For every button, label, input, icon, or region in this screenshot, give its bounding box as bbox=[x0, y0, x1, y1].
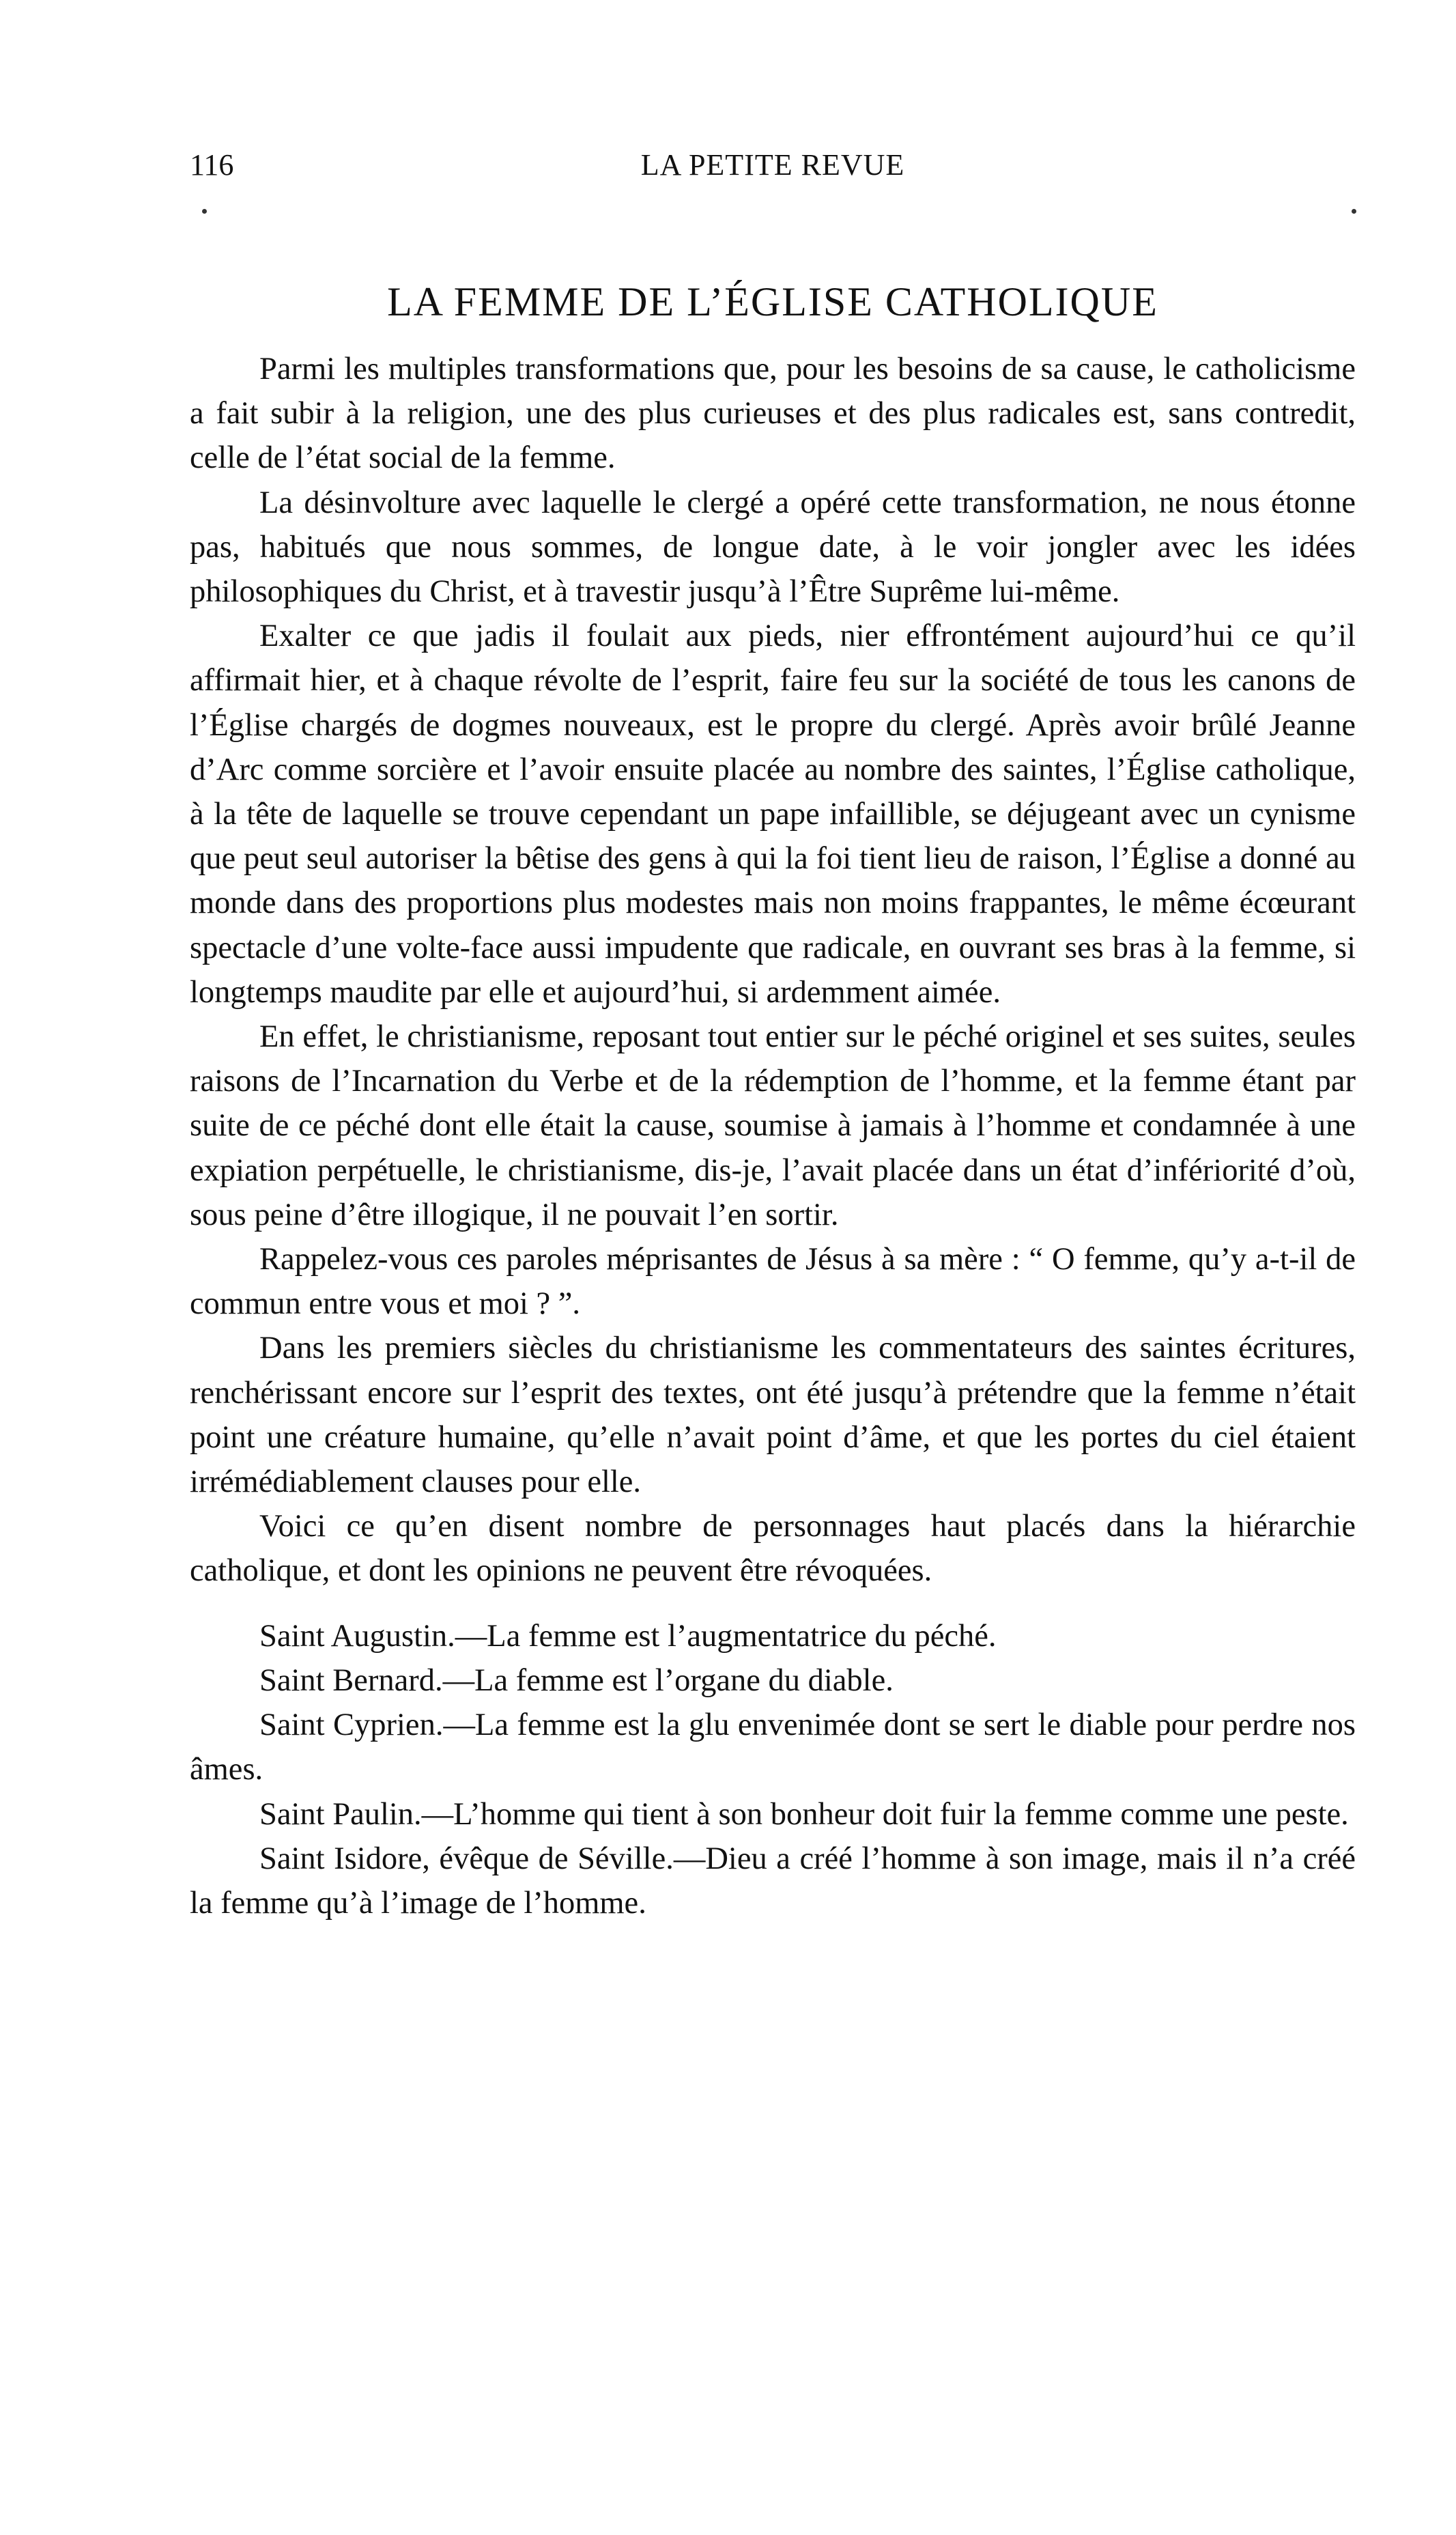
quotation: Saint Isidore, évêque de Séville.—Dieu a créé l’homme à son image, mais il n’a créé la femme qu’à l’image de l’homme. bbox=[190, 1841, 1356, 1921]
paragraph: Voici ce qu’en disent nombre de personnages haut placés dans la hiérarchie catholique, et dont les opinions ne peuvent être révoquées. bbox=[190, 1509, 1356, 1589]
scan-speck bbox=[202, 209, 207, 214]
scan-speck bbox=[1352, 209, 1356, 214]
quotation: Saint Bernard.—La femme est l’organe du diable. bbox=[259, 1662, 894, 1698]
running-title: LA PETITE REVUE bbox=[640, 148, 905, 182]
quotation: Saint Paulin.—L’homme qui tient à son bonheur doit fuir la femme comme une peste. bbox=[259, 1796, 1349, 1832]
quotation: Saint Augustin.—La femme est l’augmentatrice du péché. bbox=[259, 1618, 997, 1654]
quotations-list bbox=[190, 1614, 1356, 1925]
quotation: Saint Cyprien.—La femme est la glu envenimée dont se sert le diable pour perdre nos âmes. bbox=[190, 1708, 1356, 1787]
paragraph: Dans les premiers siècles du christianisme les commentateurs des saintes écritures, renchérissant encore sur l’esprit des textes, ont été jusqu’à prétendre que la femme n’était point une créature humaine, qu’elle n’avait point d’âme, et que les portes du ciel étaient irrémédiablement clauses pour elle. bbox=[190, 1331, 1356, 1500]
page-header bbox=[190, 145, 1356, 186]
paragraph: En effet, le christianisme, reposant tout entier sur le péché originel et ses suites, seules raisons de l’Incarnation du Verbe et de la rédemption de l’homme, et la femme étant par suite de ce péché dont elle était la cause, soumise à jamais à l’homme et condamnée à une expiation perpétuelle, le christianisme, dis-je, l’avait placée dans un état d’infériorité d’où, sous peine d’être illogique, il ne pouvait l’en sortir. bbox=[190, 1019, 1356, 1232]
paragraph: Parmi les multiples transformations que, pour les besoins de sa cause, le catholicisme a fait subir à la religion, une des plus curieuses et des plus radicales est, sans contredit, celle de l’état social de la femme. bbox=[190, 352, 1356, 476]
page-number: 116 bbox=[190, 148, 234, 182]
paragraph: La désinvolture avec laquelle le clergé a opéré cette transformation, ne nous étonne pas, habitués que nous sommes, de longue date, à le voir jongler avec les idées philosophiques du Christ, et à travestir jusqu’à l’Être Suprême lui-même. bbox=[190, 485, 1356, 610]
paragraph: Rappelez-vous ces paroles méprisantes de Jésus à sa mère : “ O femme, qu’y a-t-il de commun entre vous et moi ? ”. bbox=[190, 1242, 1356, 1322]
article-body bbox=[190, 347, 1356, 1925]
paragraph: Exalter ce que jadis il foulait aux pieds, nier effrontément aujourd’hui ce qu’il affirmait hier, et à chaque révolte de l’esprit, faire feu sur la société de tous les canons de l’Église chargés de dogmes nouveaux, est le propre du clergé. Après avoir brûlé Jeanne d’Arc comme sorcière et l’avoir ensuite placée au nombre des saintes, l’Église catholique, à la tête de laquelle se trouve cependant un pape infaillible, se déjugeant avec un cynisme que peut seul autoriser la bêtise des gens à qui la foi tient lieu de raison, l’Église a donné au monde dans des proportions plus modestes mais non moins frappantes, le même écœurant spectacle d’une volte-face aussi impudente que radicale, en ouvrant ses bras à la femme, si longtemps maudite par elle et aujourd’hui, si ardemment aimée. bbox=[190, 619, 1356, 1010]
article-title: LA FEMME DE L’ÉGLISE CATHOLIQUE bbox=[387, 279, 1158, 324]
